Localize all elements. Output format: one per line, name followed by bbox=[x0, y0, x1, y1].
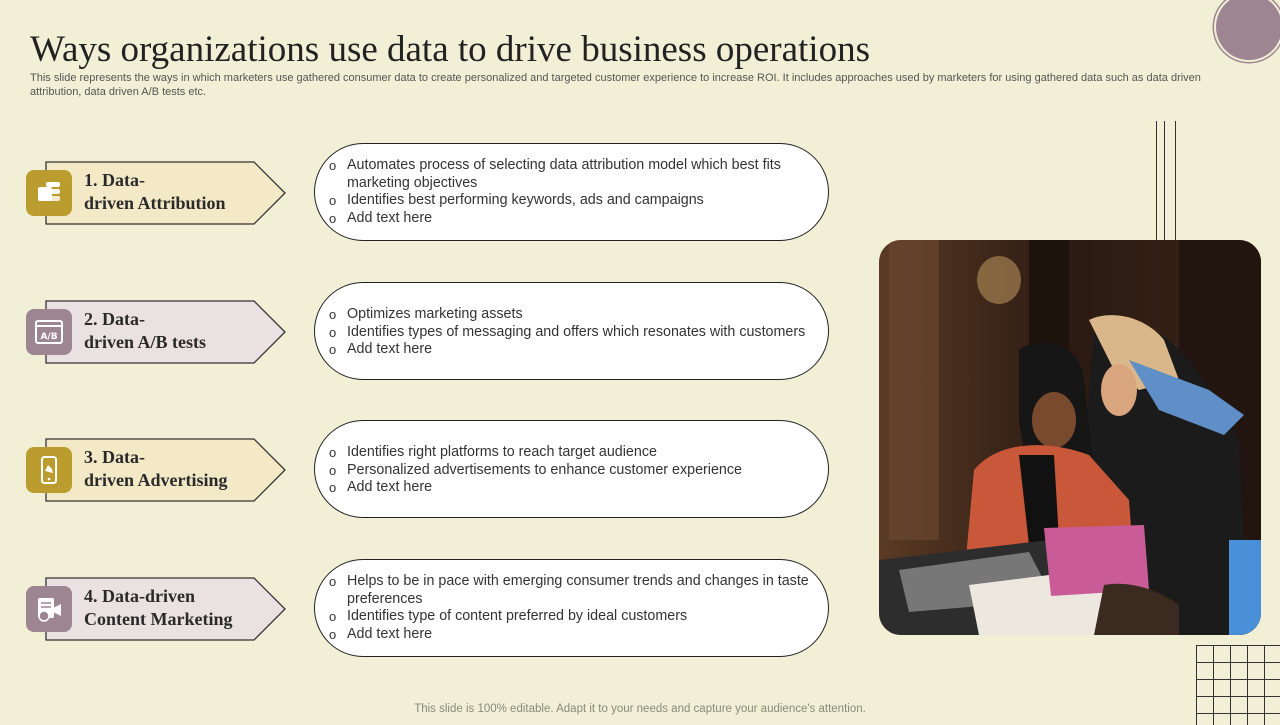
approach-row-3 bbox=[0, 420, 840, 520]
approach-details bbox=[314, 282, 829, 380]
approach-label: 1. Data- driven Attribution bbox=[84, 170, 226, 213]
bullet-item: o Automates process of selecting data attribution model which best fits marketing objectives bbox=[329, 157, 809, 192]
ab-test-icon bbox=[26, 309, 72, 355]
office-photo bbox=[879, 240, 1261, 635]
bullet-item: o Identifies right platforms to reach target audience bbox=[329, 444, 809, 462]
approach-label: 4. Data-driven Content Marketing bbox=[84, 586, 233, 629]
slide-title: Ways organizations use data to drive business operations bbox=[30, 29, 870, 70]
content-marketing-icon bbox=[26, 586, 72, 632]
bullet-item: o Identifies types of messaging and offers which resonates with customers bbox=[329, 324, 809, 342]
bullet-item: o Identifies best performing keywords, ads and campaigns bbox=[329, 192, 809, 210]
bullet-item: o Identifies type of content preferred by ideal customers bbox=[329, 608, 809, 626]
svg-text:A/B: A/B bbox=[40, 332, 58, 342]
decorative-vertical-lines bbox=[1156, 121, 1176, 241]
bullet-item: o Helps to be in pace with emerging consumer trends and changes in taste preferences bbox=[329, 573, 809, 608]
bullet-item: o Add text here bbox=[329, 479, 809, 497]
approach-details bbox=[314, 143, 829, 241]
slide-subtitle: This slide represents the ways in which marketers use gathered consumer data to create personalized and targeted customer experience to increase ROI. It includes approaches used by marketers for using gathered data such as data driven attribution, data driven A/B tests etc. bbox=[30, 72, 1201, 98]
footer-note: This slide is 100% editable. Adapt it to your needs and capture your audience's attention. bbox=[414, 703, 866, 715]
bullet-item: o Add text here bbox=[329, 626, 809, 644]
approach-row-4 bbox=[0, 559, 840, 659]
approach-label: 3. Data- driven Advertising bbox=[84, 447, 228, 490]
approach-row-1 bbox=[0, 143, 840, 243]
approach-row-2 bbox=[0, 282, 840, 382]
approach-details bbox=[314, 559, 829, 657]
bullet-item: o Personalized advertisements to enhance customer experience bbox=[329, 462, 809, 480]
bullet-item: o Optimizes marketing assets bbox=[329, 306, 809, 324]
decorative-circle bbox=[1216, 0, 1280, 60]
bullet-item: o Add text here bbox=[329, 341, 809, 359]
bullet-item: o Add text here bbox=[329, 210, 809, 228]
mobile-ad-icon bbox=[26, 447, 72, 493]
database-icon bbox=[26, 170, 72, 216]
approach-label: 2. Data- driven A/B tests bbox=[84, 309, 207, 352]
approach-details bbox=[314, 420, 829, 518]
